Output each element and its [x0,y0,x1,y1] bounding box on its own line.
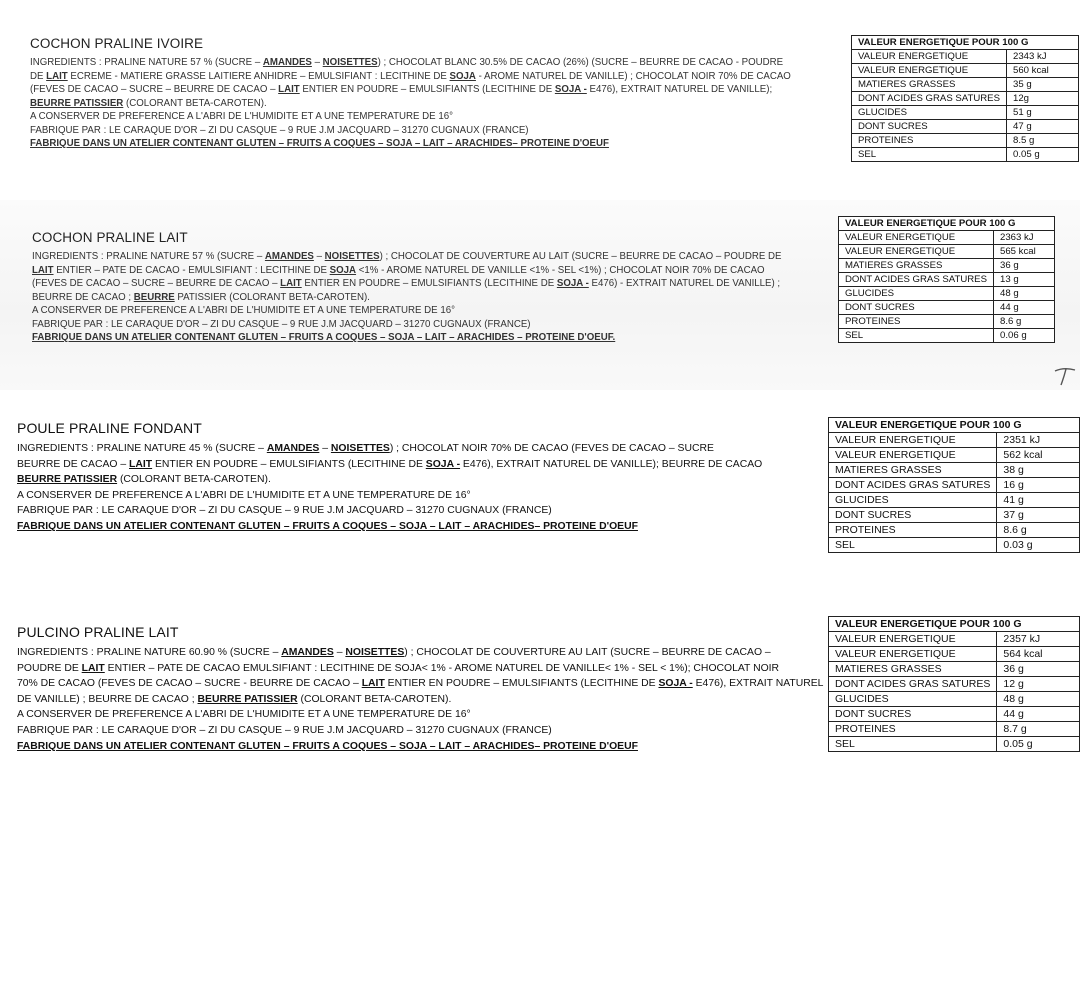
nutrition-header: VALEUR ENERGETIQUE POUR 100 G [829,418,1080,433]
nutrition-row: VALEUR ENERGETIQUE 2357 kJ [829,632,1080,647]
nutrition-row: PROTEINES 8.6 g [839,315,1055,329]
product-block [30,36,791,151]
product-block [32,230,782,345]
nutrition-row: VALEUR ENERGETIQUE 2343 kJ [852,50,1079,64]
ingredient-line: POUDRE DE LAIT ENTIER – PATE DE CACAO EMULSIFIANT : LECITHINE DE SOJA< 1% - AROME NATUREL DE VANILLE< 1% - SEL < 1%); CHOCOLAT NOIR [17,662,780,674]
nutrition-row: GLUCIDES 41 g [829,493,1080,508]
nutrition-row: VALEUR ENERGETIQUE 2351 kJ [829,433,1080,448]
ingredient-line: (FEVES DE CACAO – SUCRE – BEURRE DE CACAO – LAIT ENTIER EN POUDRE – EMULSIFIANTS (LECITHINE DE SOJA - E476) - EXTRAIT NATUREL DE VANILLE) ; [32,278,781,289]
ingredient-line: (FEVES DE CACAO – SUCRE – BEURRE DE CACAO – LAIT ENTIER EN POUDRE – EMULSIFIANTS (LECITHINE DE SOJA - E476), EXTRAIT NATUREL DE VANILLE); [30,84,773,95]
nutrition-row: DONT SUCRES 44 g [829,707,1080,722]
ingredient-line: DE VANILLE) ; BEURRE DE CACAO ; BEURRE PATISSIER (COLORANT BETA-CAROTEN). [17,693,452,705]
label-band-pulcino-lait [0,605,1080,775]
nutrition-row: MATIERES GRASSES 35 g [852,78,1079,92]
nutrition-row: PROTEINES 8.6 g [829,523,1080,538]
ingredient-line: 70% DE CACAO (FEVES DE CACAO – SUCRE - BEURRE DE CACAO – LAIT ENTIER EN POUDRE – EMULSIFIANTS (LECITHINE DE SOJA - E476), EXTRAIT NATUREL [17,678,824,690]
nutrition-row: VALEUR ENERGETIQUE 565 kcal [839,245,1055,259]
ingredient-line: INGREDIENTS : PRALINE NATURE 57 % (SUCRE – AMANDES – NOISETTES) ; CHOCOLAT BLANC 30.5% DE CACAO (26%) (SUCRE – BEURRE DE CACAO - POUDRE [30,57,784,68]
product-title: PULCINO PRALINE LAIT [17,624,179,640]
ingredient-line: INGREDIENTS : PRALINE NATURE 60.90 % (SUCRE – AMANDES – NOISETTES) ; CHOCOLAT DE COUVERTURE AU LAIT (SUCRE – BEURRE DE CACAO – [17,647,771,658]
label-band-cochon-ivoire [0,0,1080,168]
label-band-cochon-lait [0,200,1080,390]
product-title: COCHON PRALINE IVOIRE [30,36,204,51]
ingredient-line: BEURRE PATISSIER (COLORANT BETA-CAROTEN). [17,474,271,486]
nutrition-row: SEL 0.05 g [852,148,1079,162]
handwritten-mark-icon [1052,364,1080,388]
storage-line: A CONSERVER DE PREFERENCE A L'ABRI DE L'HUMIDITE ET A UNE TEMPERATURE DE 16° [17,709,471,721]
nutrition-header: VALEUR ENERGETIQUE POUR 100 G [829,617,1080,632]
nutrition-row: VALEUR ENERGETIQUE 564 kcal [829,647,1080,662]
nutrition-table [851,35,1079,162]
nutrition-row: MATIERES GRASSES 38 g [829,463,1080,478]
ingredient-line: BEURRE DE CACAO ; BEURRE PATISSIER (COLORANT BETA-CAROTEN). [32,291,370,303]
storage-line: A CONSERVER DE PREFERENCE A L'ABRI DE L'HUMIDITE ET A UNE TEMPERATURE DE 16° [30,111,453,122]
nutrition-row: SEL 0.03 g [829,538,1080,553]
nutrition-header: VALEUR ENERGETIQUE POUR 100 G [852,36,1079,50]
nutrition-row: SEL 0.05 g [829,737,1080,752]
nutrition-row: GLUCIDES 48 g [839,287,1055,301]
product-title: POULE PRALINE FONDANT [17,420,202,436]
nutrition-row: DONT ACIDES GRAS SATURES 13 g [839,273,1055,287]
nutrition-row: VALEUR ENERGETIQUE 560 kcal [852,64,1079,78]
nutrition-row: DONT ACIDES GRAS SATURES 12g [852,92,1079,106]
storage-line: A CONSERVER DE PREFERENCE A L'ABRI DE L'HUMIDITE ET A UNE TEMPERATURE DE 16° [17,489,471,501]
nutrition-row: GLUCIDES 48 g [829,692,1080,707]
ingredient-line: DE LAIT ECREME - MATIERE GRASSE LAITIERE ANHIDRE – EMULSIFIANT : LECITHINE DE SOJA - AROME NATUREL DE VANILLE) ; CHOCOLAT NOIR 70% DE CACAO [30,70,791,82]
nutrition-row: PROTEINES 8.7 g [829,722,1080,737]
nutrition-table [828,616,1080,752]
nutrition-row: GLUCIDES 51 g [852,106,1079,120]
storage-line: A CONSERVER DE PREFERENCE A L'ABRI DE L'HUMIDITE ET A UNE TEMPERATURE DE 16° [32,305,455,316]
allergen-warning: FABRIQUE DANS UN ATELIER CONTENANT GLUTEN – FRUITS A COQUES – SOJA – LAIT – ARACHIDES– PROTEINE D'OEUF [30,138,609,149]
ingredient-line: BEURRE PATISSIER (COLORANT BETA-CAROTEN). [30,97,267,109]
nutrition-row: DONT SUCRES 47 g [852,120,1079,134]
ingredient-line: BEURRE DE CACAO – LAIT ENTIER EN POUDRE – EMULSIFIANTS (LECITHINE DE SOJA - E476), EXTRAIT NATUREL DE VANILLE); BEURRE DE CACAO [17,458,763,470]
nutrition-row: PROTEINES 8.5 g [852,134,1079,148]
nutrition-row: MATIERES GRASSES 36 g [829,662,1080,677]
nutrition-row: MATIERES GRASSES 36 g [839,259,1055,273]
nutrition-row: SEL 0.06 g [839,329,1055,343]
label-band-poule-fondant [0,405,1080,575]
maker-line: FABRIQUE PAR : LE CARAQUE D'OR – ZI DU CASQUE – 9 RUE J.M JACQUARD – 31270 CUGNAUX (FRANCE) [32,318,531,330]
nutrition-row: VALEUR ENERGETIQUE 2363 kJ [839,231,1055,245]
product-block [17,624,823,754]
ingredient-line: LAIT ENTIER – PATE DE CACAO - EMULSIFIANT : LECITHINE DE SOJA <1% - AROME NATUREL DE VANILLE <1% - SEL <1%) ; CHOCOLAT NOIR 70% DE CACAO [32,264,765,276]
nutrition-row: VALEUR ENERGETIQUE 562 kcal [829,448,1080,463]
maker-line: FABRIQUE PAR : LE CARAQUE D'OR – ZI DU CASQUE – 9 RUE J.M JACQUARD – 31270 CUGNAUX (FRANCE) [17,505,552,517]
nutrition-table [838,216,1055,343]
ingredient-line: INGREDIENTS : PRALINE NATURE 57 % (SUCRE – AMANDES – NOISETTES) ; CHOCOLAT DE COUVERTURE AU LAIT (SUCRE – BEURRE DE CACAO – POUDRE DE [32,251,782,262]
nutrition-table [828,417,1080,553]
allergen-warning: FABRIQUE DANS UN ATELIER CONTENANT GLUTEN – FRUITS A COQUES – SOJA – LAIT – ARACHIDES – PROTEINE D'OEUF. [32,332,616,343]
maker-line: FABRIQUE PAR : LE CARAQUE D'OR – ZI DU CASQUE – 9 RUE J.M JACQUARD – 31270 CUGNAUX (FRANCE) [30,124,529,136]
nutrition-row: DONT SUCRES 37 g [829,508,1080,523]
nutrition-row: DONT SUCRES 44 g [839,301,1055,315]
allergen-warning: FABRIQUE DANS UN ATELIER CONTENANT GLUTEN – FRUITS A COQUES – SOJA – LAIT – ARACHIDES– PROTEINE D'OEUF [17,520,638,532]
nutrition-header: VALEUR ENERGETIQUE POUR 100 G [839,217,1055,231]
product-block [17,420,762,535]
allergen-warning: FABRIQUE DANS UN ATELIER CONTENANT GLUTEN – FRUITS A COQUES – SOJA – LAIT – ARACHIDES– PROTEINE D'OEUF [17,740,638,752]
ingredient-line: INGREDIENTS : PRALINE NATURE 45 % (SUCRE – AMANDES – NOISETTES) ; CHOCOLAT NOIR 70% DE CACAO (FEVES DE CACAO – SUCRE [17,443,714,454]
nutrition-row: DONT ACIDES GRAS SATURES 16 g [829,478,1080,493]
nutrition-row: DONT ACIDES GRAS SATURES 12 g [829,677,1080,692]
maker-line: FABRIQUE PAR : LE CARAQUE D'OR – ZI DU CASQUE – 9 RUE J.M JACQUARD – 31270 CUGNAUX (FRANCE) [17,724,552,736]
product-title: COCHON PRALINE LAIT [32,230,188,245]
